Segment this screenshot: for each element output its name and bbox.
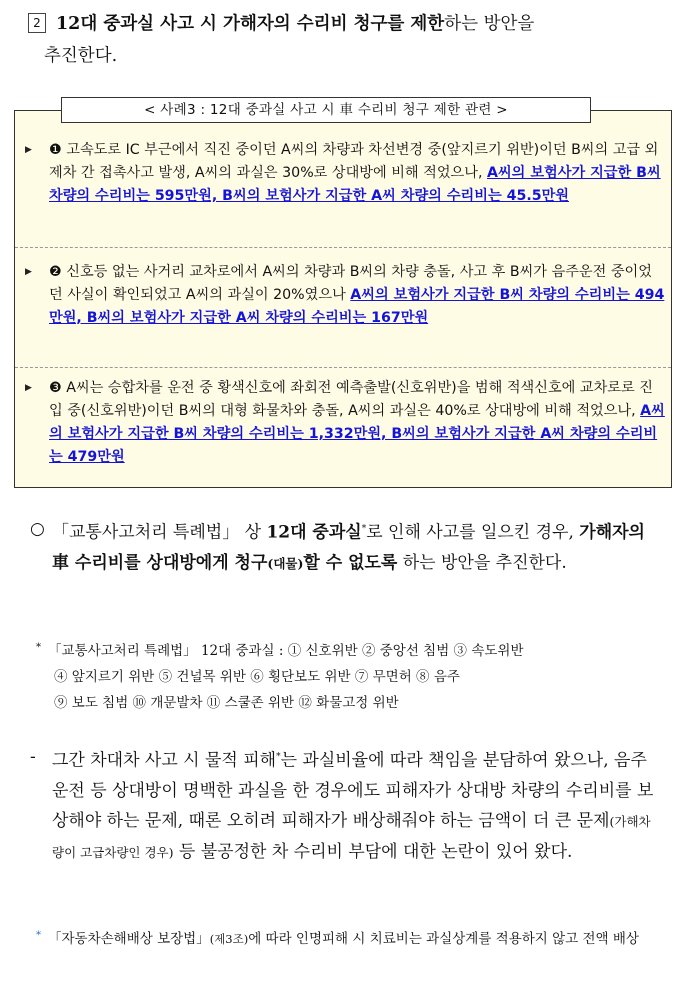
- section-heading: [28, 8, 668, 72]
- text-run: 등 불공정한 차 수리비 부담에 대한 논란이 있어 왔다.: [173, 841, 573, 862]
- text-run: 그간 차대차 사고 시 물적 피해: [52, 750, 277, 771]
- bold-run: 12대 중과실: [266, 522, 362, 543]
- footnote-2-body: [36, 926, 656, 952]
- case-divider: [15, 367, 671, 368]
- paragraph-section-2: [30, 742, 658, 868]
- case-body: 고속도로 IC 부근에서 직진 중이던 A씨의 차량과 차선변경 중(앞지르기 위반)이던 B씨의 고급 외제차 간 접촉사고 발생, A씨의 과실은 30%로 상대방에 비해 적었으나,: [49, 142, 659, 181]
- text-run: 「자동차손해배상 보장법」: [48, 931, 210, 947]
- text-run: 에 따라 인명피해 시 치료비는 과실상계를 적용하지 않고 전액 배상: [248, 931, 639, 947]
- dash-bullet: -: [30, 747, 36, 767]
- case-item-2-text: [25, 261, 665, 330]
- footnote-line: 「교통사고처리 특례법」 12대 중과실 : ① 신호위반 ② 중앙선 침범 ③ 속도위반: [48, 643, 524, 659]
- circle-bullet: ○: [30, 519, 45, 539]
- case-box-title: < 사례3 : 12대 중과실 사고 시 車 수리비 청구 제한 관련 >: [61, 97, 591, 123]
- bold-run: 가해자의 車 수리비를 상대방에게 청구: [52, 522, 645, 573]
- triangle-right-icon: ▶: [25, 145, 32, 155]
- text-run: 「교통사고처리 특례법」 상: [52, 522, 267, 543]
- text-run: 하는 방안을 추진한다.: [402, 552, 567, 573]
- footnote-star: *: [36, 930, 41, 941]
- case-item-3: [25, 377, 665, 469]
- small-run: (제3조): [209, 932, 249, 946]
- case-item-1: [25, 139, 665, 208]
- case-highlight: A씨의 보험사가 지급한 B씨 차량의 수리비는 595만원, B씨의 보험사가 지급한 A씨 차량의 수리비는 45.5만원: [49, 165, 661, 204]
- case-marker: ❷: [49, 264, 62, 280]
- footnote-line: ⑨ 보도 침범 ⑩ 개문발차 ⑪ 스쿨존 위반 ⑫ 화물고정 위반: [54, 695, 399, 711]
- bold-run: 할 수 없도록: [303, 552, 398, 573]
- case-body: 신호등 없는 사거리 교차로에서 A씨의 차량과 B씨의 차량 충돌, 사고 후 B씨가 음주운전 중이었던 사실이 확인되었고 A씨의 과실이 20%였으나: [49, 264, 652, 303]
- footnote-line: ④ 앞지르기 위반 ⑤ 건널목 위반 ⑥ 횡단보도 위반 ⑦ 무면허 ⑧ 음주: [54, 669, 460, 685]
- case-body: A씨는 승합차를 운전 중 황색신호에 좌회전 예측출발(신호위반)을 범해 적색신호에 교차로로 진입 중(신호위반)이던 B씨의 대형 화물차와 충돌, A씨의 과실은 40%로 상대방에 비해 적었으나,: [49, 380, 653, 419]
- footnote-marker: *: [276, 752, 281, 762]
- case-divider: [15, 247, 671, 248]
- footnote-star: *: [36, 642, 41, 653]
- footnote-marker: *: [361, 524, 367, 534]
- paragraph-section-1: [30, 514, 658, 579]
- paragraph-2-body: [30, 742, 658, 868]
- triangle-right-icon: ▶: [25, 267, 32, 277]
- case-marker: ❸: [49, 380, 62, 396]
- case-item-3-text: [25, 377, 665, 469]
- bold-small-run: (대물): [267, 555, 304, 571]
- case-item-2: [25, 261, 665, 330]
- case-highlight: A씨의 보험사가 지급한 B씨 차량의 수리비는 1,332만원, B씨의 보험사가 지급한 A씨 차량의 수리비는 479만원: [49, 403, 665, 465]
- heading-number-box: 2: [28, 13, 46, 33]
- case-box: [14, 102, 672, 488]
- heading-rest: 하는 방안을: [444, 14, 535, 34]
- heading-bold-text: 12대 중과실 사고 시 가해자의 수리비 청구를 제한: [56, 14, 445, 34]
- footnote-1: [36, 638, 656, 716]
- small-run: (가해차량이 고급차량인 경우): [52, 813, 651, 860]
- heading-continuation: 추진한다.: [44, 46, 118, 66]
- text-run: 로 인해 사고를 일으킨 경우,: [366, 522, 580, 543]
- text-run: 는 과실비율에 따라 책임을 분담하여 왔으나, 음주운전 등 상대방이 명백한 과실을 한 경우에도 피해자가 상대방 차량의 수리비를 보상해야 하는 문제, 때론 오히려 피해자가 배상해줘야 하는 금액이 더 큰 문제: [52, 750, 654, 831]
- triangle-right-icon: ▶: [25, 383, 32, 393]
- case-item-1-text: [25, 139, 665, 208]
- case-marker: ❶: [49, 142, 62, 158]
- paragraph-1-body: [30, 514, 658, 579]
- case-highlight: A씨의 보험사가 지급한 B씨 차량의 수리비는 494만원, B씨의 보험사가 지급한 A씨 차량의 수리비는 167만원: [49, 287, 665, 326]
- footnote-2: [36, 926, 656, 952]
